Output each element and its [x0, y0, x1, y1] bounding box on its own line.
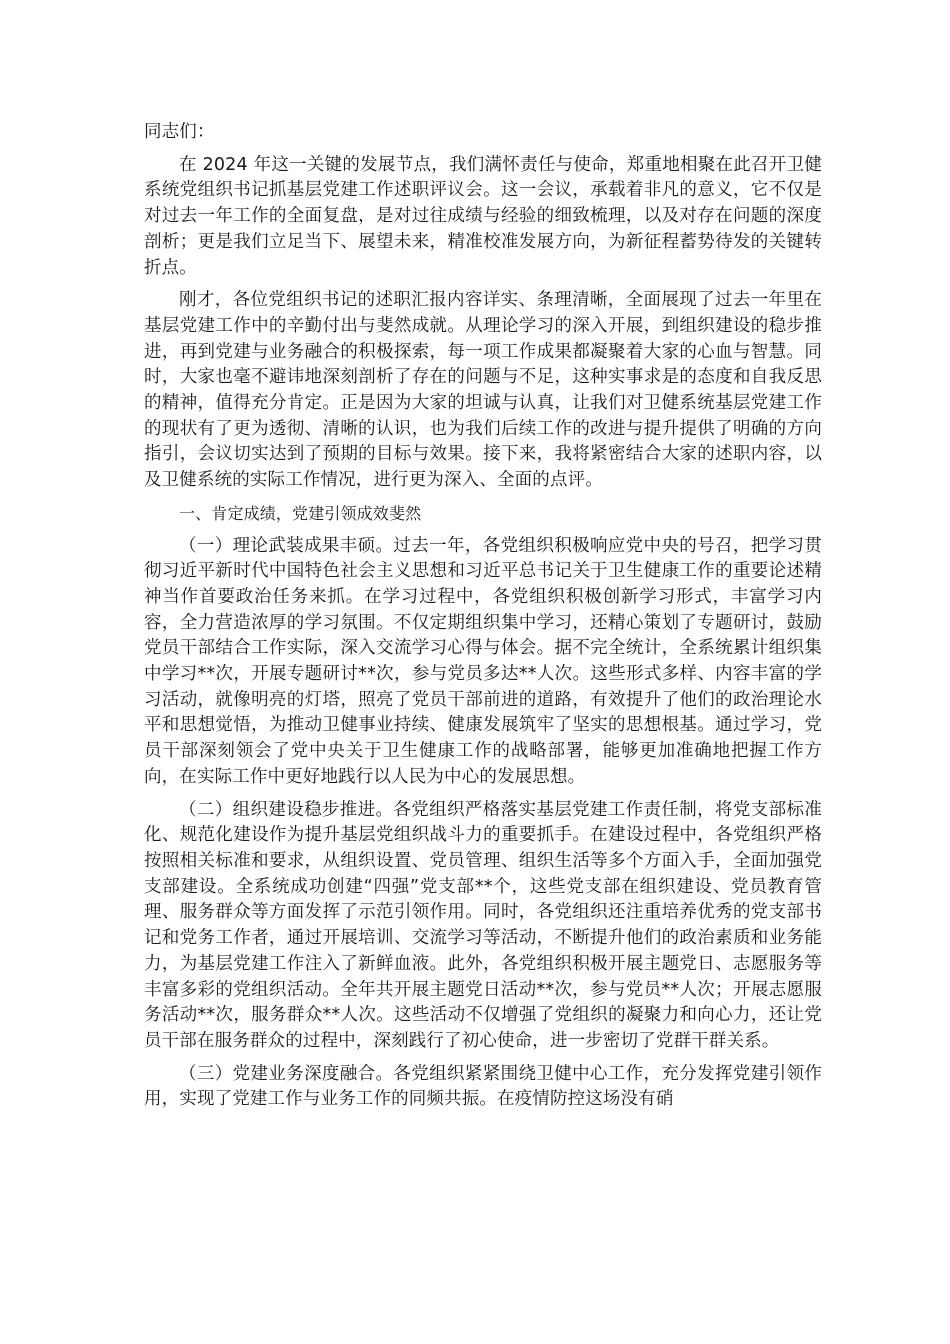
document-page — [144, 120, 822, 1120]
section-theory-paragraph: （一）理论武装成果丰硕。过去一年，各党组织积极响应党中央的号召，把学习贯彻习近平新时代中国特色社会主义思想和习近平总书记关于卫生健康工作的重要论述精神当作首要政治任务来抓。在学习过程中，各党组织积极创新学习形式，丰富学习内容，全力营造浓厚的学习氛围。不仅定期组织集中学习，还精心策划了专题研讨，鼓励党员干部结合工作实际，深入交流学习心得与体会。据不完全统计，全系统累计组织集中学习**次，开展专题研讨**次，参与党员多达**人次。这些形式多样、内容丰富的学习活动，就像明亮的灯塔，照亮了党员干部前进的道路，有效提升了他们的政治理论水平和思想觉悟，为推动卫健事业持续、健康发展筑牢了坚实的思想根基。通过学习，党员干部深刻领会了党中央关于卫生健康工作的战略部署，能够更加准确地把握工作方向，在实际工作中更好地践行以人民为中心的发展思想。 — [144, 535, 822, 787]
review-paragraph: 刚才，各位党组织书记的述职汇报内容详实、条理清晰，全面展现了过去一年里在基层党建工作中的辛勤付出与斐然成就。从理论学习的深入开展，到组织建设的稳步推进，再到党建与业务融合的积极探索，每一项工作成果都凝聚着大家的心血与智慧。同时，大家也毫不避讳地深刻剖析了存在的问题与不足，这种实事求是的态度和自我反思的精神，值得充分肯定。正是因为大家的坦诚与认真，让我们对卫健系统基层党建工作的现状有了更为透彻、清晰的认识，也为我们后续工作的改进与提升提供了明确的方向指引，会议切实达到了预期的目标与效果。接下来，我将紧密结合大家的述职内容，以及卫健系统的实际工作情况，进行更为深入、全面的点评。 — [144, 290, 822, 491]
intro-paragraph: 在 2024 年这一关键的发展节点，我们满怀责任与使命，郑重地相聚在此召开卫健系统党组织书记抓基层党建工作述职评议会。这一会议，承载着非凡的意义，它不仅是对过去一年工作的全面复盘，是对过往成绩与经验的细致梳理，以及对存在问题的深度剖析；更是我们立足当下、展望未来，精准校准发展方向，为新征程蓄势待发的关键转折点。 — [144, 154, 822, 278]
section-integration-paragraph: （三）党建业务深度融合。各党组织紧紧围绕卫健中心工作，充分发挥党建引领作用，实现了党建工作与业务工作的同频共振。在疫情防控这场没有硝 — [144, 1063, 822, 1110]
salutation: 同志们： — [144, 122, 215, 142]
section-heading: 一、肯定成绩，党建引领成效斐然 — [179, 503, 422, 523]
section-organization-paragraph: （二）组织建设稳步推进。各党组织严格落实基层党建工作责任制，将党支部标准化、规范化建设作为提升基层党组织战斗力的重要抓手。在建设过程中，各党组织严格按照相关标准和要求，从组织设置、党员管理、组织生活等多个方面入手，全面加强党支部建设。全系统成功创建“四强”党支部**个，这些党支部在组织建设、党员教育管理、服务群众等方面发挥了示范引领作用。同时，各党组织还注重培养优秀的党支部书记和党务工作者，通过开展培训、交流学习等活动，不断提升他们的政治素质和业务能力，为基层党建工作注入了新鲜血液。此外，各党组织积极开展主题党日、志愿服务等丰富多彩的党组织活动。全年共开展主题党日活动**次，参与党员**人次；开展志愿服务活动**次，服务群众**人次。这些活动不仅增强了党组织的凝聚力和向心力，还让党员干部在服务群众的过程中，深刻践行了初心使命，进一步密切了党群干群关系。 — [144, 799, 822, 1051]
